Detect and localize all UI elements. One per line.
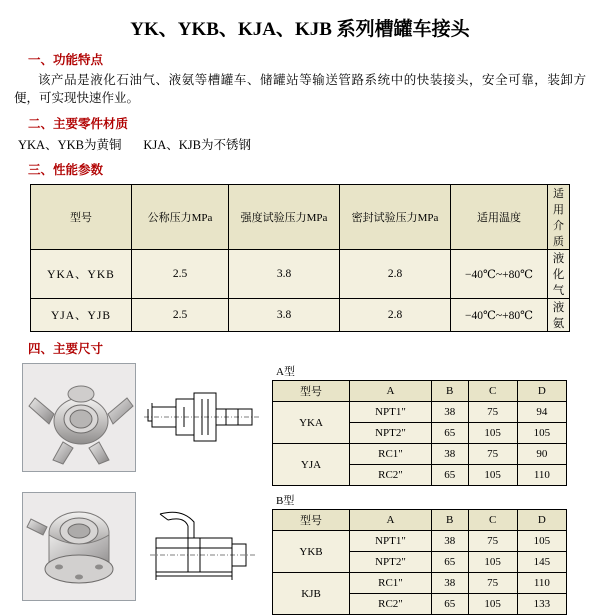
dim-a-cell-b: 38: [431, 402, 468, 423]
section-heading-features: 一、功能特点: [28, 53, 104, 67]
dim-a-cell-a: NPT2": [350, 423, 432, 444]
dim-a-cell-b: 65: [431, 465, 468, 486]
dim-b-cell-model: KJB: [273, 573, 350, 615]
dim-b-header-b: B: [431, 510, 468, 531]
dim-a-cell-c: 75: [468, 402, 517, 423]
dim-b-cell-c: 105: [468, 594, 517, 615]
dim-b-cell-a: RC1": [350, 573, 432, 594]
features-paragraph: 该产品是液化石油气、液氨等槽罐车、储罐站等输送管路系统中的快装接头，安全可靠，装卸方便，可实现快速作业。: [14, 73, 586, 105]
dim-a-cell-d: 90: [517, 444, 566, 465]
type-b-row: [0, 492, 600, 615]
dim-b-cell-a: NPT1": [350, 531, 432, 552]
type-a-row: [0, 363, 600, 486]
dim-a-cell-c: 105: [468, 465, 517, 486]
perf-header-medium: 适用介质: [548, 185, 570, 250]
section-heading-material: 二、主要零件材质: [28, 117, 129, 131]
table-row: [31, 299, 570, 332]
dim-b-cell-c: 75: [468, 531, 517, 552]
dim-a-cell-d: 94: [517, 402, 566, 423]
section-heading-dimensions: 四、主要尺寸: [28, 342, 104, 356]
type-b-dimensions-table: [272, 509, 567, 615]
perf-cell-temp: −40℃~+80℃: [451, 250, 548, 299]
perf-cell-nominal: 2.5: [132, 299, 229, 332]
page-title: YK、YKB、KJA、KJB 系列槽罐车接头: [130, 19, 470, 40]
dim-b-header-c: C: [468, 510, 517, 531]
dim-b-cell-b: 65: [431, 594, 468, 615]
perf-cell-strength: 3.8: [229, 299, 340, 332]
technical-drawing-type-b: [142, 492, 262, 599]
dim-a-header-model: 型号: [273, 381, 350, 402]
dim-a-cell-c: 105: [468, 423, 517, 444]
table-row: [31, 250, 570, 299]
dim-a-header-a: A: [350, 381, 432, 402]
table-row: [273, 531, 567, 552]
table-row: [273, 402, 567, 423]
perf-header-nominal-pressure: 公称压力MPa: [132, 185, 229, 250]
dim-a-cell-model: YJA: [273, 444, 350, 486]
dimensions-section: [0, 363, 600, 615]
perf-header-seal-pressure: 密封试验压力MPa: [340, 185, 451, 250]
dim-a-header-d: D: [517, 381, 566, 402]
dim-b-header-d: D: [517, 510, 566, 531]
dim-b-cell-d: 145: [517, 552, 566, 573]
product-photo-type-a: [22, 363, 136, 472]
type-a-table-column: [272, 363, 600, 486]
type-a-label: A型: [276, 366, 295, 378]
dim-b-cell-c: 105: [468, 552, 517, 573]
dim-b-cell-b: 65: [431, 552, 468, 573]
dim-a-cell-d: 110: [517, 465, 566, 486]
dim-a-cell-d: 105: [517, 423, 566, 444]
dim-b-header-a: A: [350, 510, 432, 531]
dim-b-cell-model: YKB: [273, 531, 350, 573]
type-a-dimensions-table: [272, 380, 567, 486]
table-row: [273, 444, 567, 465]
dim-b-cell-b: 38: [431, 531, 468, 552]
perf-cell-medium: 液化气: [548, 250, 570, 299]
section-heading-performance: 三、性能参数: [28, 163, 104, 177]
dim-b-cell-d: 105: [517, 531, 566, 552]
dim-b-cell-d: 110: [517, 573, 566, 594]
dim-a-cell-a: RC1": [350, 444, 432, 465]
perf-cell-model: YJA、YJB: [31, 299, 132, 332]
table-header-row: [273, 381, 567, 402]
performance-table: [30, 184, 570, 332]
dim-a-header-c: C: [468, 381, 517, 402]
dim-a-cell-model: YKA: [273, 402, 350, 444]
dim-b-cell-a: RC2": [350, 594, 432, 615]
perf-header-temperature: 适用温度: [451, 185, 548, 250]
perf-cell-seal: 2.8: [340, 250, 451, 299]
dim-b-cell-b: 38: [431, 573, 468, 594]
perf-header-strength-pressure: 强度试验压力MPa: [229, 185, 340, 250]
dim-b-cell-a: NPT2": [350, 552, 432, 573]
type-b-table-column: [272, 492, 600, 615]
perf-cell-seal: 2.8: [340, 299, 451, 332]
table-header-row: [31, 185, 570, 250]
perf-cell-temp: −40℃~+80℃: [451, 299, 548, 332]
dim-a-cell-c: 75: [468, 444, 517, 465]
dim-b-cell-d: 133: [517, 594, 566, 615]
perf-header-model: 型号: [31, 185, 132, 250]
dim-b-header-model: 型号: [273, 510, 350, 531]
table-header-row: [273, 510, 567, 531]
perf-cell-strength: 3.8: [229, 250, 340, 299]
dim-a-cell-a: NPT1": [350, 402, 432, 423]
dim-a-header-b: B: [431, 381, 468, 402]
technical-drawing-type-a: [142, 363, 262, 470]
dim-a-cell-a: RC2": [350, 465, 432, 486]
perf-cell-nominal: 2.5: [132, 250, 229, 299]
perf-cell-medium: 液 氨: [548, 299, 570, 332]
product-photo-type-b: [22, 492, 136, 601]
type-b-label: B型: [276, 495, 295, 507]
material-text: YKA、YKB为黄铜 KJA、KJB为不锈钢: [18, 138, 251, 152]
dim-b-cell-c: 75: [468, 573, 517, 594]
table-row: [273, 573, 567, 594]
perf-cell-model: YKA、YKB: [31, 250, 132, 299]
dim-a-cell-b: 38: [431, 444, 468, 465]
dim-a-cell-b: 65: [431, 423, 468, 444]
